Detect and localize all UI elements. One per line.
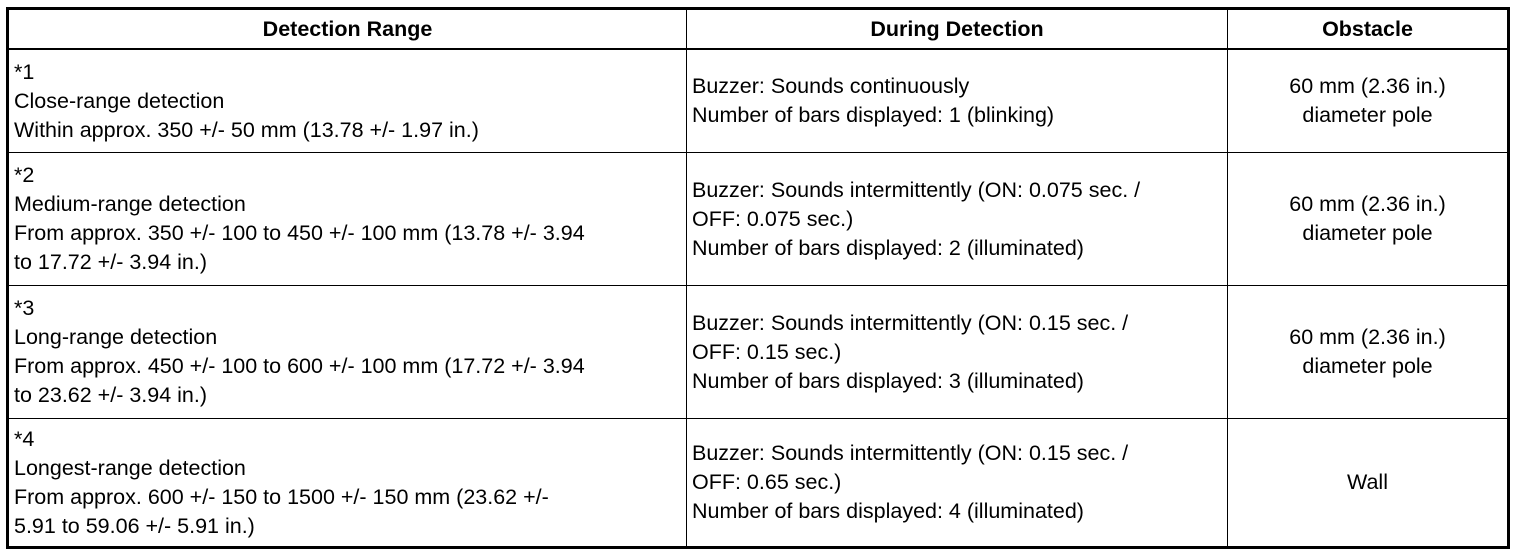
buzzer-text-continued: OFF: 0.65 sec.)	[692, 470, 842, 494]
range-title: Longest-range detection	[14, 455, 246, 480]
range-title: Medium-range detection	[14, 192, 246, 216]
obstacle-type: diameter pole	[1302, 221, 1433, 245]
buzzer-text: Buzzer: Sounds intermittently (ON: 0.15 sec. /	[692, 310, 1129, 335]
buzzer-text-continued: OFF: 0.15 sec.)	[692, 339, 842, 364]
obstacle-type: Wall	[1346, 470, 1388, 494]
header-detection-range: Detection Range	[8, 9, 687, 50]
during-detection-cell	[687, 153, 1228, 286]
table-row	[8, 49, 1509, 153]
detection-range-cell	[8, 419, 687, 548]
range-value-continued: to 23.62 +/- 3.94 in.)	[14, 383, 208, 407]
header-during-detection: During Detection	[687, 9, 1228, 50]
table-row	[8, 286, 1509, 419]
obstacle-size: 60 mm (2.36 in.)	[1289, 325, 1446, 349]
range-value: From approx. 350 +/- 100 to 450 +/- 100 mm (13.78 +/- 3.94	[14, 221, 585, 245]
detection-range-cell	[8, 153, 687, 286]
range-value: Within approx. 350 +/- 50 mm (13.78 +/- 1.97 in.)	[14, 117, 479, 142]
buzzer-text-continued: OFF: 0.075 sec.)	[692, 206, 854, 231]
range-marker: *3	[14, 296, 35, 320]
obstacle-type: diameter pole	[1302, 103, 1433, 127]
bars-text: Number of bars displayed: 1 (blinking)	[692, 103, 1055, 127]
obstacle-cell	[1228, 153, 1509, 286]
range-marker: *4	[14, 426, 35, 451]
table-body	[8, 49, 1509, 548]
bars-text: Number of bars displayed: 2 (illuminated)	[692, 235, 1084, 260]
range-value: From approx. 450 +/- 100 to 600 +/- 100 mm (17.72 +/- 3.94	[14, 354, 585, 378]
obstacle-cell	[1228, 419, 1509, 548]
table-row	[8, 153, 1509, 286]
obstacle-size: 60 mm (2.36 in.)	[1289, 192, 1446, 216]
header-row	[8, 9, 1509, 50]
buzzer-text: Buzzer: Sounds intermittently (ON: 0.075 sec. /	[692, 177, 1141, 202]
range-value-continued: to 17.72 +/- 3.94 in.)	[14, 250, 208, 274]
detection-spec-table	[6, 7, 1510, 549]
range-title: Close-range detection	[14, 88, 225, 113]
during-detection-cell	[687, 286, 1228, 419]
table-header	[8, 9, 1509, 50]
detection-range-cell	[8, 286, 687, 419]
table-row	[8, 419, 1509, 548]
range-marker: *1	[14, 59, 35, 84]
header-obstacle: Obstacle	[1228, 9, 1509, 50]
range-value: From approx. 600 +/- 150 to 1500 +/- 150 mm (23.62 +/-	[14, 484, 549, 509]
range-marker: *2	[14, 163, 35, 187]
during-detection-cell	[687, 49, 1228, 153]
obstacle-size: 60 mm (2.36 in.)	[1289, 74, 1446, 98]
obstacle-cell	[1228, 286, 1509, 419]
range-title: Long-range detection	[14, 325, 218, 349]
detection-range-cell	[8, 49, 687, 153]
buzzer-text: Buzzer: Sounds continuously	[692, 74, 970, 98]
range-value-continued: 5.91 to 59.06 +/- 5.91 in.)	[14, 513, 255, 538]
obstacle-cell	[1228, 49, 1509, 153]
obstacle-type: diameter pole	[1302, 354, 1433, 378]
bars-text: Number of bars displayed: 3 (illuminated)	[692, 368, 1084, 393]
during-detection-cell	[687, 419, 1228, 548]
bars-text: Number of bars displayed: 4 (illuminated)	[692, 499, 1084, 523]
buzzer-text: Buzzer: Sounds intermittently (ON: 0.15 sec. /	[692, 441, 1129, 465]
